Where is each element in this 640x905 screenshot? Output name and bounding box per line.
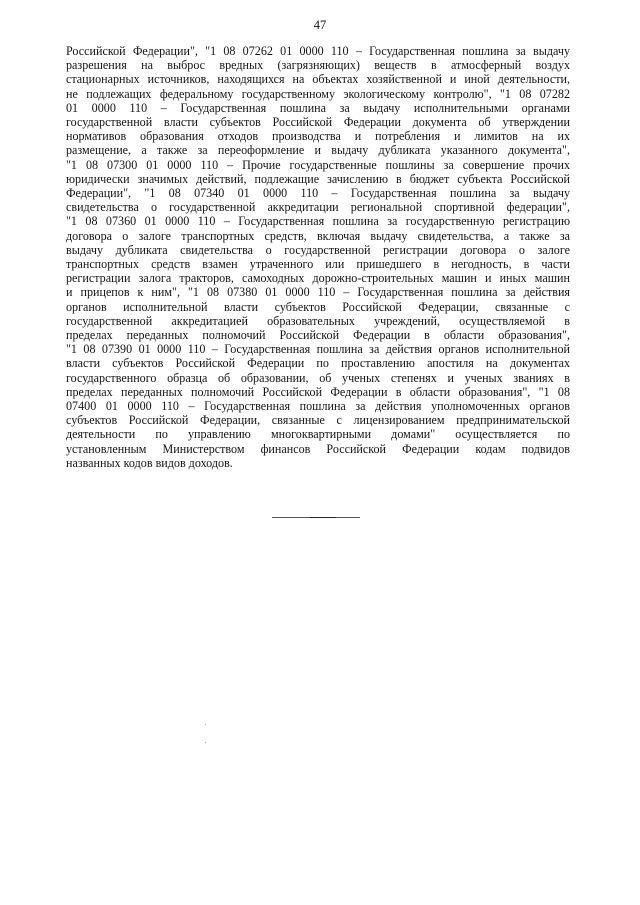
text-line: "1 08 07390 01 0000 110 – Государственная пошлина за действия органов исполнительной [66,342,570,357]
text-line: договора о залоге транспортных средств, включая выдачу свидетельства, а также за [66,228,570,243]
text-line: 01 0000 110 – Государственная пошлина за выдачу исполнительными органами [66,100,570,115]
text-line: государственного образца об образовании, об ученых степенях и ученых званиях в [66,370,570,385]
text-line: свидетельства о государственной аккредитации региональной спортивной федерации", [66,200,570,215]
text-line: разрешения на выброс вредных (загрязняющих) веществ в атмосферный воздух [66,58,570,73]
text-line: выдачу дубликата свидетельства о государственной регистрации договора о залоге [66,242,570,257]
text-line: Федерации", "1 08 07340 01 0000 110 – Государственная пошлина за выдачу [66,186,570,201]
text-line: и прицепов к ним", "1 08 07380 01 0000 110 – Государственная пошлина за действия [66,285,570,300]
body-paragraph [66,44,570,470]
text-line: регистрации залога тракторов, самоходных дорожно-строительных машин и иных машин [66,271,570,286]
text-line: государственной власти субъектов Российской Федерации документа об утверждении [66,115,570,130]
text-line: "1 08 07360 01 0000 110 – Государственная пошлина за государственную регистрацию [66,214,570,229]
text-line: органов исполнительной власти субъектов Российской Федерации, связанные с [66,299,570,314]
text-line: пределах переданных полномочий Российской Федерации в области образования", "1 08 [66,384,570,399]
text-line: "1 08 07300 01 0000 110 – Прочие государственные пошлины за совершение прочих [66,157,570,172]
text-line: размещение, а также за переоформление и выдачу дубликата указанного документа", [66,143,570,158]
text-line: пределах переданных полномочий Российской Федерации в области образования", [66,328,570,343]
text-line: нормативов образования отходов производства и потребления и лимитов на их [66,129,570,144]
scan-artifact [205,742,206,743]
text-line: Российской Федерации", "1 08 07262 01 0000 110 – Государственная пошлина за выдачу [66,44,570,58]
text-line: 07400 01 0000 110 – Государственная пошлина за действия уполномоченных органов [66,399,570,414]
text-line: названных кодов видов доходов. [66,455,233,470]
text-line: деятельности по управлению многоквартирными домами" осуществляется по [66,427,570,442]
text-line: субъектов Российской Федерации, связанные с лицензированием предпринимательской [66,413,570,428]
text-line: государственной аккредитацией образовательных учреждений, осуществляемой в [66,313,570,328]
scan-artifact [205,724,206,725]
text-line: власти субъектов Российской Федерации по проставлению апостиля на документах [66,356,570,371]
text-line: не подлежащих федеральному государственному экологическому контролю", "1 08 07282 [66,86,570,101]
text-line: стационарных источников, находящихся на объектах хозяйственной и иной деятельности, [66,72,570,87]
text-line: юридически значимых действий, подлежащие зачислению в бюджет субъекта Российской [66,171,570,186]
text-line: установленным Министерством финансов Российской Федерации кодам подвидов [66,441,570,456]
end-of-text-divider [272,517,360,518]
text-line: транспортных средств взамен утраченного или пришедшего в негодность, в части [66,257,570,272]
page-number: 47 [313,18,327,32]
